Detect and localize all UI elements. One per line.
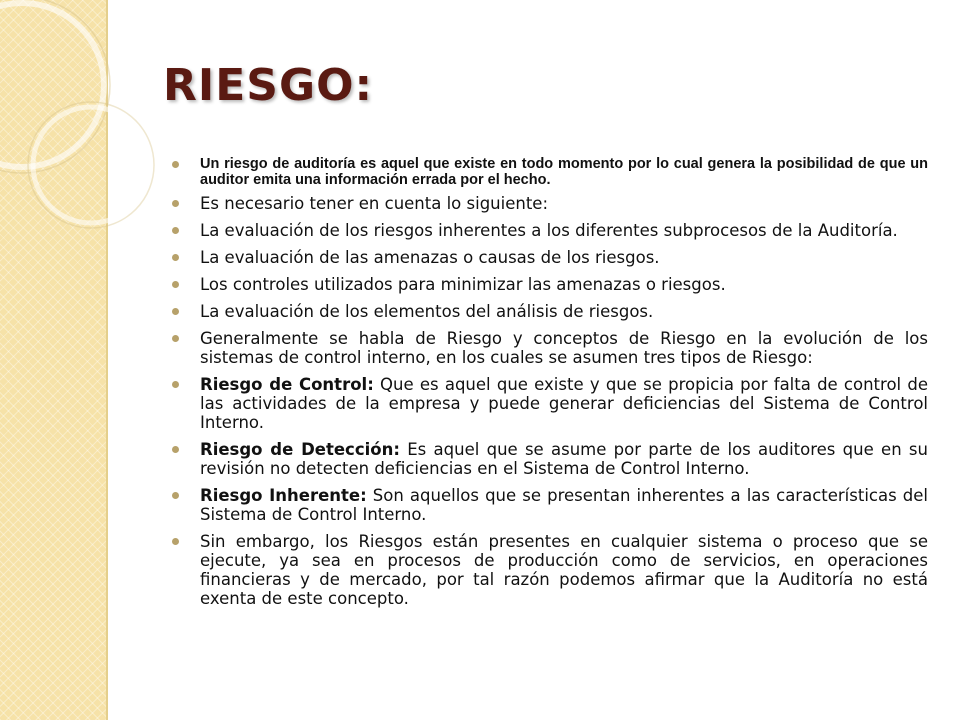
list-item-text: Generalmente se habla de Riesgo y conceptos de Riesgo en la evolución de los sistemas de control interno, en los cuales se asumen tres tipos de Riesgo: <box>200 329 928 367</box>
list-item-text: La evaluación de los elementos del análisis de riesgos. <box>200 302 654 321</box>
list-item-term <box>170 440 928 478</box>
list-item <box>170 248 928 267</box>
list-item <box>170 275 928 294</box>
bullet-icon <box>172 308 179 315</box>
bullet-icon <box>172 281 179 288</box>
list-item <box>170 532 928 608</box>
term-label: Riesgo Inherente: <box>200 486 367 505</box>
term-label: Riesgo de Control: <box>200 375 374 394</box>
content-list <box>170 156 928 616</box>
list-item-text: Es necesario tener en cuenta lo siguiente: <box>200 194 548 213</box>
sidebar-divider <box>106 0 108 720</box>
bullet-icon <box>172 492 179 499</box>
bullet-icon <box>172 161 179 168</box>
list-item-text: Los controles utilizados para minimizar las amenazas o riesgos. <box>200 275 726 294</box>
list-item-text: La evaluación de los riesgos inherentes a los diferentes subprocesos de la Auditoría. <box>200 221 898 240</box>
term-definition: Son aquellos que se presentan inherentes a las características del Sistema de Control Interno. <box>200 486 928 524</box>
list-item-text: Un riesgo de auditoría es aquel que existe en todo momento por lo cual genera la posibilidad de que un auditor emita una información errada por el hecho. <box>200 156 928 188</box>
list-item <box>170 329 928 367</box>
bullet-icon <box>172 200 179 207</box>
bullet-icon <box>172 254 179 261</box>
term-definition: Es aquel que se asume por parte de los auditores que en su revisión no detecten deficiencias en el Sistema de Control Interno. <box>200 440 928 478</box>
bullet-icon <box>172 335 179 342</box>
list-item-term <box>170 375 928 432</box>
decorative-sidebar <box>0 0 106 720</box>
bullet-icon <box>172 538 179 545</box>
list-item-text: Sin embargo, los Riesgos están presentes en cualquier sistema o proceso que se ejecute, ya sea en procesos de producción como de servicios, en operaciones financieras y de mercado, por tal razón podemos afirmar que la Auditoría no está exenta de este concepto. <box>200 532 928 608</box>
term-label: Riesgo de Detección: <box>200 440 400 459</box>
list-item-term <box>170 486 928 524</box>
bullet-icon <box>172 446 179 453</box>
term-definition: Que es aquel que existe y que se propicia por falta de control de las actividades de la empresa y puede generar deficiencias del Sistema de Control Interno. <box>200 375 928 432</box>
list-item <box>170 156 928 188</box>
bullet-icon <box>172 381 179 388</box>
list-item <box>170 194 928 213</box>
list-item <box>170 302 928 321</box>
list-item <box>170 221 928 240</box>
bullet-icon <box>172 227 179 234</box>
slide-title: RIESGO: <box>163 60 374 111</box>
list-item-text: La evaluación de las amenazas o causas de los riesgos. <box>200 248 660 267</box>
